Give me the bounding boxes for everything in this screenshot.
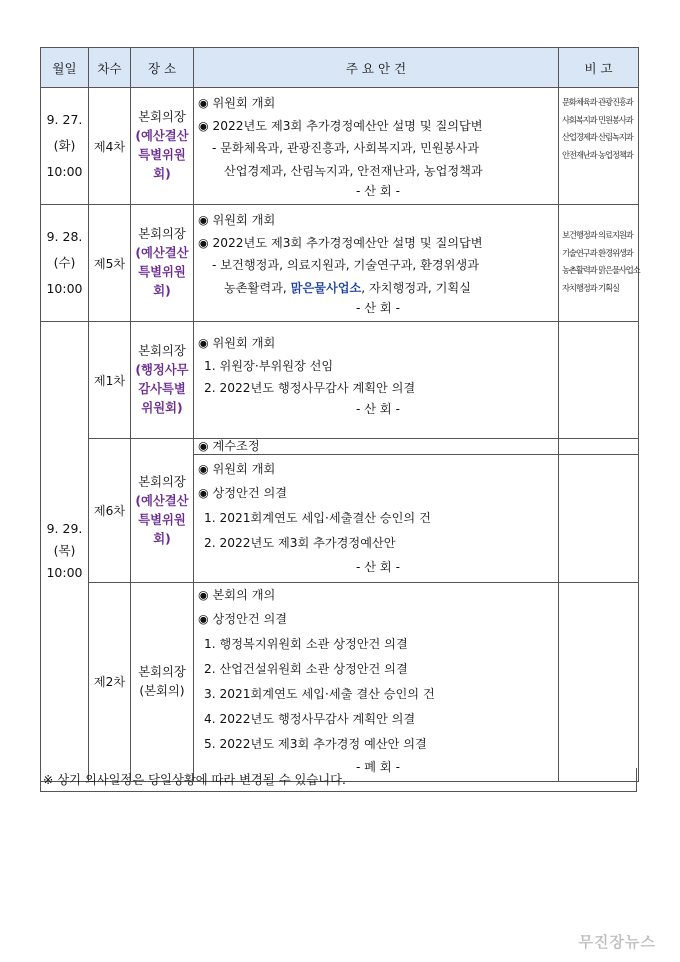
date-weekday: (수) — [53, 255, 76, 270]
date-time: 10:00 — [46, 164, 83, 179]
watermark-text: 무진장뉴스 — [578, 933, 656, 951]
remarks-cell — [559, 322, 639, 439]
table-row — [41, 88, 639, 205]
header-remarks: 비 고 — [559, 48, 639, 88]
place-committee: 특별위원회) — [138, 265, 186, 298]
remarks-cell — [559, 439, 639, 455]
remark-line: 사회복지과 민원봉사과 — [562, 114, 633, 125]
agenda-line: ◉ 본회의 개의 — [198, 588, 276, 602]
remarks-cell — [559, 88, 639, 205]
place-main: 본회의장 — [138, 474, 186, 489]
place-cell — [131, 205, 194, 322]
place-cell — [131, 88, 194, 205]
agenda-line: 5. 2022년도 제3회 추가경정 예산안 의결 — [204, 736, 427, 751]
place-cell — [131, 322, 194, 439]
place-committee: (행정사무 — [135, 363, 189, 377]
date-cell — [41, 322, 89, 782]
agenda-line: ◉ 상정안건 의결 — [198, 486, 288, 500]
agenda-line: 2. 2022년도 행정사무감사 계획안 의결 — [204, 381, 416, 395]
agenda-highlight: 맑은물사업소 — [290, 280, 362, 295]
agenda-line: 1. 위원장·부위원장 선임 — [204, 358, 334, 373]
date-weekday: (화) — [53, 138, 76, 153]
remarks-cell — [559, 583, 639, 782]
date-cell — [41, 88, 89, 205]
header-place: 장 소 — [131, 48, 194, 88]
date-day: 9. 29. — [46, 521, 83, 537]
remarks-cell — [559, 455, 639, 583]
date-time: 10:00 — [46, 565, 83, 581]
agenda-line — [198, 277, 558, 300]
agenda-cell — [194, 322, 559, 439]
date-time: 10:00 — [46, 281, 83, 296]
header-session: 차수 — [89, 48, 131, 88]
agenda-cell — [194, 88, 559, 205]
place-committee: (예산결산 — [135, 246, 189, 260]
agenda-closing: - 폐 회 - — [356, 759, 400, 774]
agenda-closing: - 산 회 - — [356, 301, 400, 315]
agenda-line: 1. 2021회계연도 세입·세출결산 승인의 건 — [204, 511, 431, 525]
table-row — [41, 583, 639, 782]
agenda-line: ◉ 상정안건 의결 — [198, 611, 288, 626]
header-agenda: 주 요 안 건 — [194, 48, 559, 88]
agenda-cell — [194, 583, 559, 782]
remark-line: 문화체육과 관광진흥과 — [562, 97, 633, 107]
session-cell: 제4차 — [89, 88, 131, 205]
agenda-line: 2. 2022년도 제3회 추가경정예산안 — [204, 536, 396, 550]
agenda-line: - 보건행정과, 의료지원과, 기술연구과, 환경위생과 — [212, 258, 479, 272]
table-row — [41, 439, 639, 455]
header-date: 월일 — [41, 48, 89, 88]
agenda-closing: - 산 회 - — [356, 401, 400, 416]
agenda-line: ◉ 위원회 개회 — [198, 336, 276, 350]
news-watermark — [579, 931, 656, 952]
session-cell: 제6차 — [89, 439, 131, 583]
agenda-text: , 자치행정과, 기획실 — [361, 280, 471, 295]
place-committee: 특별위원회) — [138, 148, 186, 181]
date-day: 9. 27. — [46, 112, 83, 127]
remark-line: 산업경제과 산림녹지과 — [562, 132, 633, 142]
agenda-line: 산업경제과, 산림녹지과, 안전재난과, 농업정책과 — [224, 163, 483, 178]
agenda-cell — [194, 205, 559, 322]
remark-line: 안전재난과 농업정책과 — [562, 149, 633, 160]
place-cell — [131, 439, 194, 583]
place-committee: 특별위원회) — [138, 512, 186, 546]
agenda-line: ◉ 위원회 개회 — [198, 213, 276, 227]
session-cell: 제1차 — [89, 322, 131, 439]
place-committee: 위원회) — [141, 401, 183, 415]
remark-line: 자치행정과 기획실 — [562, 282, 619, 293]
place-committee: 감사특별 — [138, 382, 186, 396]
place-committee: (예산결산 — [135, 129, 189, 143]
place-main: 본회의장 — [138, 110, 186, 124]
remark-line: 기술연구과 환경위생과 — [562, 247, 633, 258]
date-cell — [41, 205, 89, 322]
remark-line: 농촌활력과 맑은물사업소 — [562, 265, 640, 275]
schedule-table — [40, 47, 639, 782]
date-weekday: (목) — [53, 543, 76, 559]
agenda-line: ◉ 2022년도 제3회 추가경정예산안 설명 및 질의답변 — [198, 235, 483, 250]
agenda-top-cell: ◉ 계수조정 — [194, 439, 559, 455]
place-sub: (본회의) — [139, 683, 185, 698]
agenda-line: ◉ 위원회 개회 — [198, 96, 276, 110]
footer-note: ※ 상기 의사일정은 당일상황에 따라 변경될 수 있습니다. — [40, 768, 637, 792]
place-committee: (예산결산 — [135, 493, 189, 508]
agenda-line: 2. 산업건설위원회 소관 상정안건 의결 — [204, 661, 408, 676]
remarks-cell — [559, 205, 639, 322]
agenda-line: 1. 행정복지위원회 소관 상정안건 의결 — [204, 636, 408, 651]
agenda-closing: - 산 회 - — [356, 184, 400, 198]
agenda-line: ◉ 2022년도 제3회 추가경정예산안 설명 및 질의답변 — [198, 118, 483, 133]
place-main: 본회의장 — [138, 227, 186, 241]
agenda-cell — [194, 455, 559, 583]
place-main: 본회의장 — [138, 344, 186, 358]
table-row — [41, 205, 639, 322]
agenda-line: 4. 2022년도 행정사무감사 계획안 의결 — [204, 711, 416, 726]
table-row — [41, 322, 639, 439]
date-day: 9. 28. — [46, 229, 83, 244]
agenda-closing: - 산 회 - — [356, 560, 400, 574]
header-row — [41, 48, 639, 88]
place-main: 본회의장 — [138, 664, 186, 679]
agenda-line: ◉ 위원회 개회 — [198, 462, 276, 476]
agenda-text: 농촌활력과, — [224, 280, 291, 295]
remark-line: 보건행정과 의료지원과 — [562, 230, 633, 240]
place-cell — [131, 583, 194, 782]
session-cell: 제2차 — [89, 583, 131, 782]
session-cell: 제5차 — [89, 205, 131, 322]
agenda-line: 3. 2021회계연도 세입·세출 결산 승인의 건 — [204, 686, 435, 701]
agenda-line: - 문화체육과, 관광진흥과, 사회복지과, 민원봉사과 — [212, 141, 479, 155]
